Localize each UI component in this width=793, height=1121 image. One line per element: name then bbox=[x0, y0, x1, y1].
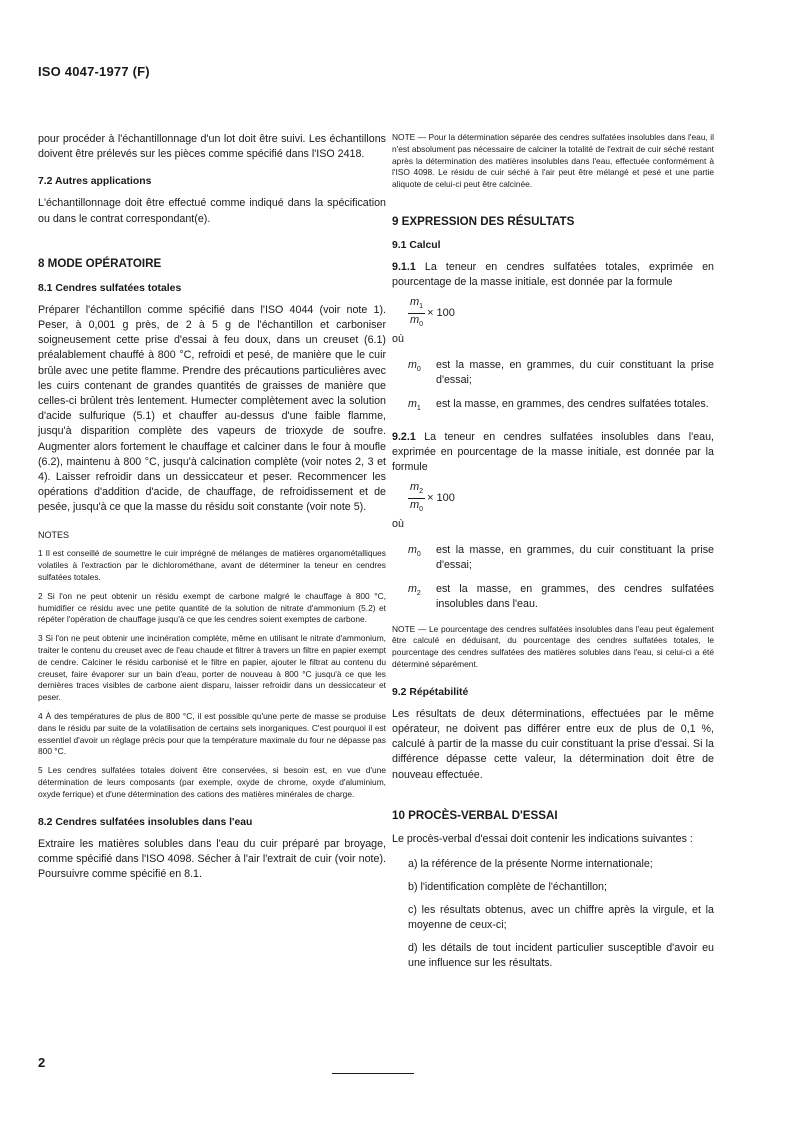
note-4: 4 À des températures de plus de 800 °C, il est possible qu'une perte de masse se produise dans le résidu par suite de la volatilisation de certains sels inorganiques. C'est pourquoi il est essentiel d'avoir un réglage précis pour que la température maximale du four ne dépasse pas 800 °C. bbox=[38, 711, 386, 757]
page-number: 2 bbox=[38, 1055, 46, 1070]
variable-m2: $m_2$ est la masse, en grammes, des cendres sulfatées insolubles dans l'eau. bbox=[408, 582, 714, 610]
fraction: $\frac{m_1}{m_0}$ bbox=[410, 295, 424, 329]
section-8-2-title: 8.2 Cendres sulfatées insolubles dans l'eau bbox=[38, 816, 253, 828]
section-9-1-1-text bbox=[392, 260, 714, 290]
section-10-text: Le procès-verbal d'essai doit contenir les indications suivantes : bbox=[392, 832, 693, 845]
section-9-2-1-number: 9.2.1 bbox=[392, 430, 416, 443]
footer-rule bbox=[332, 1073, 414, 1074]
page-header: ISO 4047-1977 (F) bbox=[38, 64, 150, 79]
section-9-1-1-body: La teneur en cendres sulfatées totales, exprimée en pourcentage de la masse initiale, est donnée par la formule bbox=[392, 260, 714, 289]
intro-paragraph: pour procéder à l'échantillonnage d'un lot doit être suivi. Les échantillons doivent être prélevés sur les pièces comme spécifié dans l'ISO 2418. bbox=[38, 133, 386, 161]
formula-multiplier: × 100 bbox=[427, 307, 455, 320]
section-9-title: 9 EXPRESSION DES RÉSULTATS bbox=[392, 214, 575, 228]
formula-multiplier: × 100 bbox=[427, 492, 455, 505]
section-9-2-title: 9.2 Répétabilité bbox=[392, 686, 469, 698]
where-label: où bbox=[392, 518, 404, 531]
variable-m0: $m_0$ est la masse, en grammes, du cuir constituant la prise d'essai; bbox=[408, 543, 714, 571]
note-2: 2 Si l'on ne peut obtenir un résidu exempt de carbone malgré le chauffage à 800 °C, humidifier ce résidu avec une petite quantité de la solution de nitrate d'ammonium (5.2) et répéter l'opération de chauffage jusqu'à ce que les cendres soient exemptes de carbone. bbox=[38, 590, 386, 625]
section-9-2-1-text bbox=[392, 430, 714, 476]
report-item-d: d) les détails de tout incident particulier susceptible d'avoir eu une influence sur les résultats. bbox=[408, 941, 714, 969]
section-8-1-title: 8.1 Cendres sulfatées totales bbox=[38, 282, 182, 294]
note-5: 5 Les cendres sulfatées totales doivent être conservées, si besoin est, en vue d'une détermination de leurs composants (par exemple, oxyde de chrome, oxyde d'aluminium, oxyde ferrique) et d'une détermination des cations des matières minérales de charge. bbox=[38, 765, 386, 799]
where-label: où bbox=[392, 333, 404, 346]
section-9-2-1-body: La teneur en cendres sulfatées insolubles dans l'eau, exprimée en pourcentage de la masse initiale, est donnée par la formule bbox=[392, 430, 714, 474]
report-item-a: a) la référence de la présente Norme internationale; bbox=[408, 857, 653, 870]
section-9-1-title: 9.1 Calcul bbox=[392, 239, 441, 251]
variable-m0: $m_0$ est la masse, en grammes, du cuir constituant la prise d'essai; bbox=[408, 358, 714, 386]
notes-title: NOTES bbox=[38, 529, 70, 540]
formula-total bbox=[392, 296, 714, 330]
section-7-2-text: L'échantillonnage doit être effectué comme indiqué dans la spécification ou dans le contrat correspondant(e). bbox=[38, 197, 386, 225]
right-column bbox=[392, 132, 714, 971]
section-8-2-text: Extraire les matières solubles dans l'eau du cuir préparé par broyage, comme spécifié dans l'ISO 4098. Sécher à l'air l'extrait de cuir (voir note). Poursuivre comme spécifié en 8.1. bbox=[38, 837, 386, 880]
note-3: 3 Si l'on ne peut obtenir une incinération complète, même en utilisant le nitrate d'ammonium, traiter le contenu du creuset avec de l'eau chaude et filtrer à travers un filtre en papier exempt de cendre. Calciner le résidu carbonisé et le filtre en papier, ajouter le filtrat au contenu du creuset, faire évaporer sur un bain d'eau, porter de nouveau à 800 °C jusqu'à ce que les dernières traces visibles de carbone aient disparu, laisser refroidir dans un dessiccateur et peser. bbox=[38, 633, 386, 703]
variable-m1: $m_1$ est la masse, en grammes, des cendres sulfatées totales. bbox=[408, 397, 709, 412]
section-8-1-text: Préparer l'échantillon comme spécifié dans l'ISO 4044 (voir note 1). Peser, à 0,001 g près, de 2 à 5 g de l'échantillon et carboniser soigneusement cette prise d'essai à feu doux, dans un creuset (6.1) préalablement chauffé à 800 °C, refroidi et pesé, de manière que le cuir brûle avec une petite flamme. Prendre des précautions particulières avec les cuirs contenant de grandes quantités de graisses de manière que celles-ci brûlent très lentement. Humecter complètement avec la solution d'acide sulfurique (5.1) et chauffer au-dessus d'une faible flamme, jusqu'à disparition complète des vapeurs de trioxyde de soufre. Augmenter alors fortement le chauffage et calciner dans le four à moufle (6.2), maintenu à 800 °C, jusqu'à calcination complète (voir notes 2, 3 et 4). Laisser refroidir dans un dessiccateur et peser. Recommencer les opérations d'addition d'acide, de chauffage, de refroidissement et de pesée, jusqu'à ce que la masse du résidu soit constante (voir note 5). bbox=[38, 303, 386, 514]
report-item-c: c) les résultats obtenus, avec un chiffre après la virgule, et la moyenne de ceux-ci; bbox=[408, 903, 714, 931]
note-top: NOTE — Pour la détermination séparée des cendres sulfatées insolubles dans l'eau, il n'est absolument pas nécessaire de calciner la totalité de l'extrait de cuir séché restant après la détermination des matières insolubles dans l'eau, effectuée conformément à l'ISO 4098. Le résidu de cuir séché à l'air peut être mélangé et pesé et une partie aliquote de celui-ci peut être calcinée. bbox=[392, 132, 714, 190]
note-1: 1 Il est conseillé de soumettre le cuir imprégné de mélanges de matières organométalliques volatiles à l'extraction par le dichlorométhane, avant de déterminer la teneur en cendres sulfatées totales. bbox=[38, 548, 386, 583]
section-9-1-1-number: 9.1.1 bbox=[392, 260, 416, 273]
section-8-title: 8 MODE OPÉRATOIRE bbox=[38, 256, 162, 270]
section-7-2-title: 7.2 Autres applications bbox=[38, 176, 152, 188]
fraction: $\frac{m_2}{m_0}$ bbox=[410, 480, 424, 514]
left-column bbox=[38, 132, 386, 882]
report-item-b: b) l'identification complète de l'échantillon; bbox=[408, 880, 607, 893]
formula-insoluble bbox=[392, 481, 714, 515]
section-10-title: 10 PROCÈS-VERBAL D'ESSAI bbox=[392, 808, 558, 822]
note-mid: NOTE — Le pourcentage des cendres sulfatées insolubles dans l'eau peut également être calculé en déduisant, du pourcentage des cendres sulfatées totales, le pourcentage des cendres sulfatées des matières solubles dans l'eau, si celui-ci a été déterminé séparément. bbox=[392, 623, 714, 669]
section-9-2-text: Les résultats de deux déterminations, effectuées par le même opérateur, ne doivent pas différer entre eux de plus de 0,1 %, calculé à partir de la masse du cuir constituant la prise d'essai. Si la différence dépasse cette valeur, la détermination doit être de nouveau effectuée. bbox=[392, 707, 714, 781]
